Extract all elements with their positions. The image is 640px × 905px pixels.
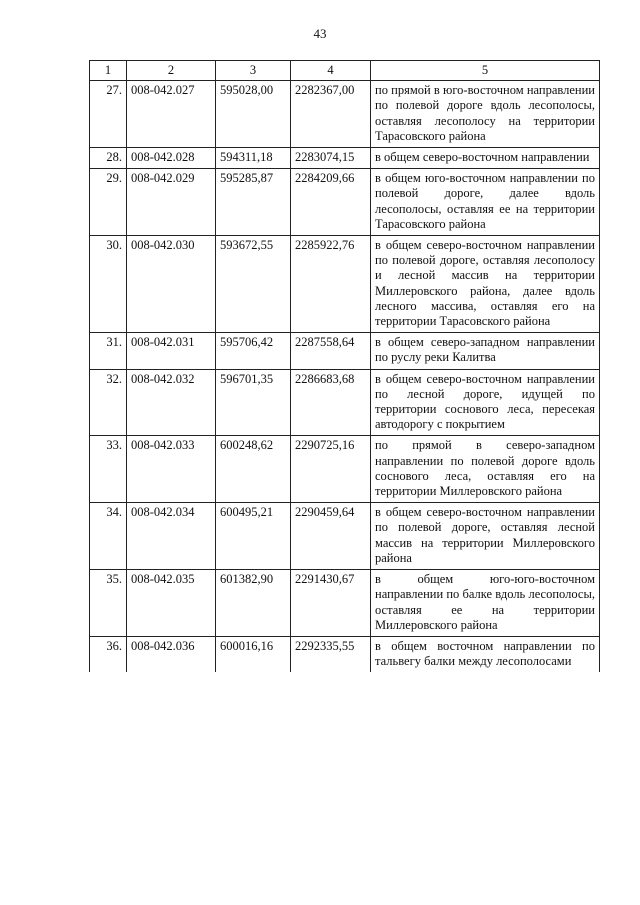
point-code: 008-042.030 [127, 236, 216, 333]
boundary-description: в общем северо-западном направлении по руслу реки Калитва [371, 333, 600, 369]
column-header: 2 [127, 61, 216, 81]
coordinate-y: 2284209,66 [291, 169, 371, 236]
row-number: 29. [90, 169, 127, 236]
coordinate-y: 2290459,64 [291, 503, 371, 570]
point-code: 008-042.027 [127, 81, 216, 148]
row-number: 34. [90, 503, 127, 570]
row-number: 36. [90, 636, 127, 672]
coordinate-y: 2283074,15 [291, 148, 371, 169]
coordinate-x: 595706,42 [216, 333, 291, 369]
coordinate-x: 595028,00 [216, 81, 291, 148]
table-row [90, 236, 600, 333]
table-row [90, 503, 600, 570]
boundary-description: в общем восточном направлении по тальвегу балки между лесополосами [371, 636, 600, 672]
boundary-description: в общем северо-восточном направлении по полевой дороге, оставляя лесной массив на территории Миллеровского района [371, 503, 600, 570]
table-row [90, 570, 600, 637]
boundary-description: по прямой в юго-восточном направлении по полевой дороге вдоль лесополосы, оставляя лесополосу на территории Тарасовского района [371, 81, 600, 148]
coordinate-x: 593672,55 [216, 236, 291, 333]
point-code: 008-042.031 [127, 333, 216, 369]
table-row [90, 436, 600, 503]
column-header: 1 [90, 61, 127, 81]
coordinate-x: 595285,87 [216, 169, 291, 236]
point-code: 008-042.033 [127, 436, 216, 503]
table-row [90, 369, 600, 436]
table-row [90, 636, 600, 672]
coordinate-x: 596701,35 [216, 369, 291, 436]
coordinate-y: 2292335,55 [291, 636, 371, 672]
boundary-description: по прямой в северо-западном направлении по полевой дороге вдоль соснового леса, оставляя его на территории Миллеровского района [371, 436, 600, 503]
coordinate-y: 2291430,67 [291, 570, 371, 637]
coordinate-x: 600016,16 [216, 636, 291, 672]
point-code: 008-042.029 [127, 169, 216, 236]
table-header-row [90, 61, 600, 81]
row-number: 33. [90, 436, 127, 503]
row-number: 32. [90, 369, 127, 436]
point-code: 008-042.034 [127, 503, 216, 570]
coordinate-y: 2286683,68 [291, 369, 371, 436]
coordinate-y: 2282367,00 [291, 81, 371, 148]
boundary-description: в общем северо-восточном направлении [371, 148, 600, 169]
boundary-description: в общем северо-восточном направлении по полевой дороге, оставляя лесополосу и лесной массив на территории Миллеровского района, далее вдоль лесного массива, оставляя его на территории Тарасовского района [371, 236, 600, 333]
boundary-description: в общем юго-юго-восточном направлении по балке вдоль лесополосы, оставляя ее на территории Миллеровского района [371, 570, 600, 637]
point-code: 008-042.028 [127, 148, 216, 169]
row-number: 30. [90, 236, 127, 333]
coordinate-x: 594311,18 [216, 148, 291, 169]
point-code: 008-042.036 [127, 636, 216, 672]
page-number: 43 [313, 26, 327, 41]
coordinate-y: 2290725,16 [291, 436, 371, 503]
column-header: 4 [291, 61, 371, 81]
column-header: 3 [216, 61, 291, 81]
row-number: 31. [90, 333, 127, 369]
column-header: 5 [371, 61, 600, 81]
boundary-description: в общем юго-восточном направлении по полевой дороге, далее вдоль лесополосы, оставляя ее на территории Тарасовского района [371, 169, 600, 236]
coordinate-y: 2285922,76 [291, 236, 371, 333]
coordinate-x: 600495,21 [216, 503, 291, 570]
coordinate-x: 600248,62 [216, 436, 291, 503]
coordinate-x: 601382,90 [216, 570, 291, 637]
coordinate-y: 2287558,64 [291, 333, 371, 369]
table-row [90, 148, 600, 169]
boundary-points-table [89, 60, 600, 672]
row-number: 35. [90, 570, 127, 637]
row-number: 28. [90, 148, 127, 169]
table-row [90, 81, 600, 148]
row-number: 27. [90, 81, 127, 148]
point-code: 008-042.035 [127, 570, 216, 637]
point-code: 008-042.032 [127, 369, 216, 436]
table-row [90, 169, 600, 236]
table-row [90, 333, 600, 369]
boundary-description: в общем северо-восточном направлении по лесной дороге, идущей по территории соснового леса, пересекая автодорогу с покрытием [371, 369, 600, 436]
